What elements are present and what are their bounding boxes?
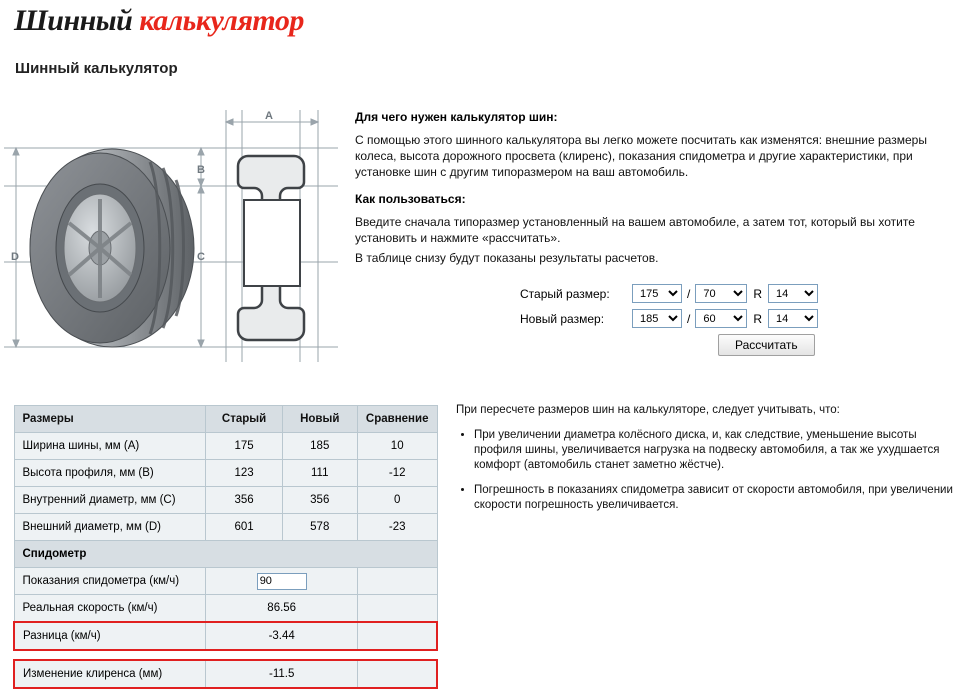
notes-lead: При пересчете размеров шин на калькуляторе, следует учитывать, что: [456, 404, 840, 416]
tire-diagram [0, 100, 345, 385]
row-label-inner-diameter: Внутренний диаметр, мм (C) [14, 487, 206, 514]
diagram-label-b: B [197, 164, 205, 176]
row-label-real-speed: Реальная скорость (км/ч) [14, 595, 206, 623]
row-old-profile: 123 [206, 460, 282, 487]
info-heading-howto: Как пользоваться: [355, 192, 466, 206]
info-paragraph-howto-2: В таблице снизу будут показаны результаты расчетов. [355, 251, 659, 265]
row-blank-speed-difference [357, 622, 437, 650]
info-paragraph-howto-1: Введите сначала типоразмер установленный на вашем автомобиле, а затем тот, который вы хотите установить и нажмите «рассчитать». [355, 215, 915, 245]
logo-text-accent: калькулятор [139, 4, 304, 37]
logo-text-primary: Шинный [14, 4, 140, 37]
results-header-diff: Сравнение [357, 406, 437, 433]
row-label-clearance-change: Изменение клиренса (мм) [14, 660, 206, 688]
row-diff-inner-diameter: 0 [357, 487, 437, 514]
results-table-body [14, 433, 437, 689]
slash-separator-new: / [687, 311, 691, 326]
row-blank-speedometer [357, 568, 437, 595]
speedometer-input[interactable] [257, 573, 307, 590]
diagram-label-a: A [265, 110, 273, 122]
page-title: Шинный калькулятор [15, 60, 178, 77]
results-header-row [14, 406, 437, 433]
tire-cross-section [238, 156, 304, 340]
slash-separator-old: / [687, 286, 691, 301]
row-label-speedometer-reading: Показания спидометра (км/ч) [14, 568, 206, 595]
new-width-select[interactable] [632, 309, 682, 328]
table-row [14, 514, 437, 541]
r-mark-new: R [753, 311, 763, 326]
results-table-head [14, 406, 437, 433]
clearance-change-row [14, 660, 437, 688]
calculate-button[interactable]: Рассчитать [718, 334, 815, 356]
speed-difference-row [14, 622, 437, 650]
results-header-old: Старый [206, 406, 282, 433]
old-size-row [520, 284, 960, 303]
info-heading-purpose: Для чего нужен калькулятор шин: [355, 110, 558, 124]
notes-list [456, 428, 956, 513]
row-new-outer-diameter: 578 [282, 514, 357, 541]
row-label-outer-diameter: Внешний диаметр, мм (D) [14, 514, 206, 541]
results-header-new: Новый [282, 406, 357, 433]
row-label-profile: Высота профиля, мм (B) [14, 460, 206, 487]
info-section [355, 110, 963, 278]
row-diff-outer-diameter: -23 [357, 514, 437, 541]
table-spacer-row [14, 650, 437, 660]
table-row [14, 487, 437, 514]
notes-section [456, 403, 956, 523]
old-width-select[interactable] [632, 284, 682, 303]
row-old-outer-diameter: 601 [206, 514, 282, 541]
new-size-label: Новый размер: [520, 311, 605, 326]
diagram-label-d: D [11, 251, 19, 263]
row-label-width: Ширина шины, мм (A) [14, 433, 206, 460]
tire-illustration [30, 149, 194, 347]
new-diameter-select[interactable] [768, 309, 818, 328]
tire-size-form [520, 284, 960, 356]
row-blank-clearance-change [357, 660, 437, 688]
row-diff-width: 10 [357, 433, 437, 460]
diagram-label-c: C [197, 251, 205, 263]
row-value-real-speed: 86.56 [206, 595, 357, 623]
list-item: • При увеличении диаметра колёсного диска, и, как следствие, уменьшение высоты профиля шины, увеличивается нагрузка на подвеску автомобиля, а так же ухудшается комфорт (автомобиль станет заметно жёстче). [474, 428, 956, 473]
row-blank-real-speed [357, 595, 437, 623]
speedometer-section-label: Спидометр [14, 541, 437, 568]
results-table [13, 405, 438, 689]
row-label-speed-difference: Разница (км/ч) [14, 622, 206, 650]
row-new-inner-diameter: 356 [282, 487, 357, 514]
old-profile-select[interactable] [695, 284, 747, 303]
site-logo [14, 4, 304, 38]
row-old-inner-diameter: 356 [206, 487, 282, 514]
table-row [14, 433, 437, 460]
table-spacer-cell [14, 650, 437, 660]
table-row [14, 595, 437, 623]
row-diff-profile: -12 [357, 460, 437, 487]
row-new-width: 185 [282, 433, 357, 460]
new-profile-select[interactable] [695, 309, 747, 328]
old-diameter-select[interactable] [768, 284, 818, 303]
row-new-profile: 111 [282, 460, 357, 487]
r-mark-old: R [753, 286, 763, 301]
table-row [14, 460, 437, 487]
speedometer-input-cell [206, 568, 357, 595]
row-old-width: 175 [206, 433, 282, 460]
list-item: • Погрешность в показаниях спидометра зависит от скорости автомобиля, при увеличении скорости погрешность увеличивается. [474, 483, 956, 513]
row-value-speed-difference: -3.44 [206, 622, 357, 650]
calculate-button-row [520, 334, 960, 356]
results-header-sizes: Размеры [14, 406, 206, 433]
row-value-clearance-change: -11.5 [206, 660, 357, 688]
table-row [14, 568, 437, 595]
new-size-row [520, 309, 960, 328]
info-paragraph-purpose: С помощью этого шинного калькулятора вы легко можете посчитать как изменятся: внешние размеры колеса, высота дорожного просвета (клиренс), показания спидометра и другие характеристики, при установке шин с другим типоразмером на ваш автомобиль. [355, 133, 927, 179]
speedometer-section-row [14, 541, 437, 568]
old-size-label: Старый размер: [520, 286, 610, 301]
